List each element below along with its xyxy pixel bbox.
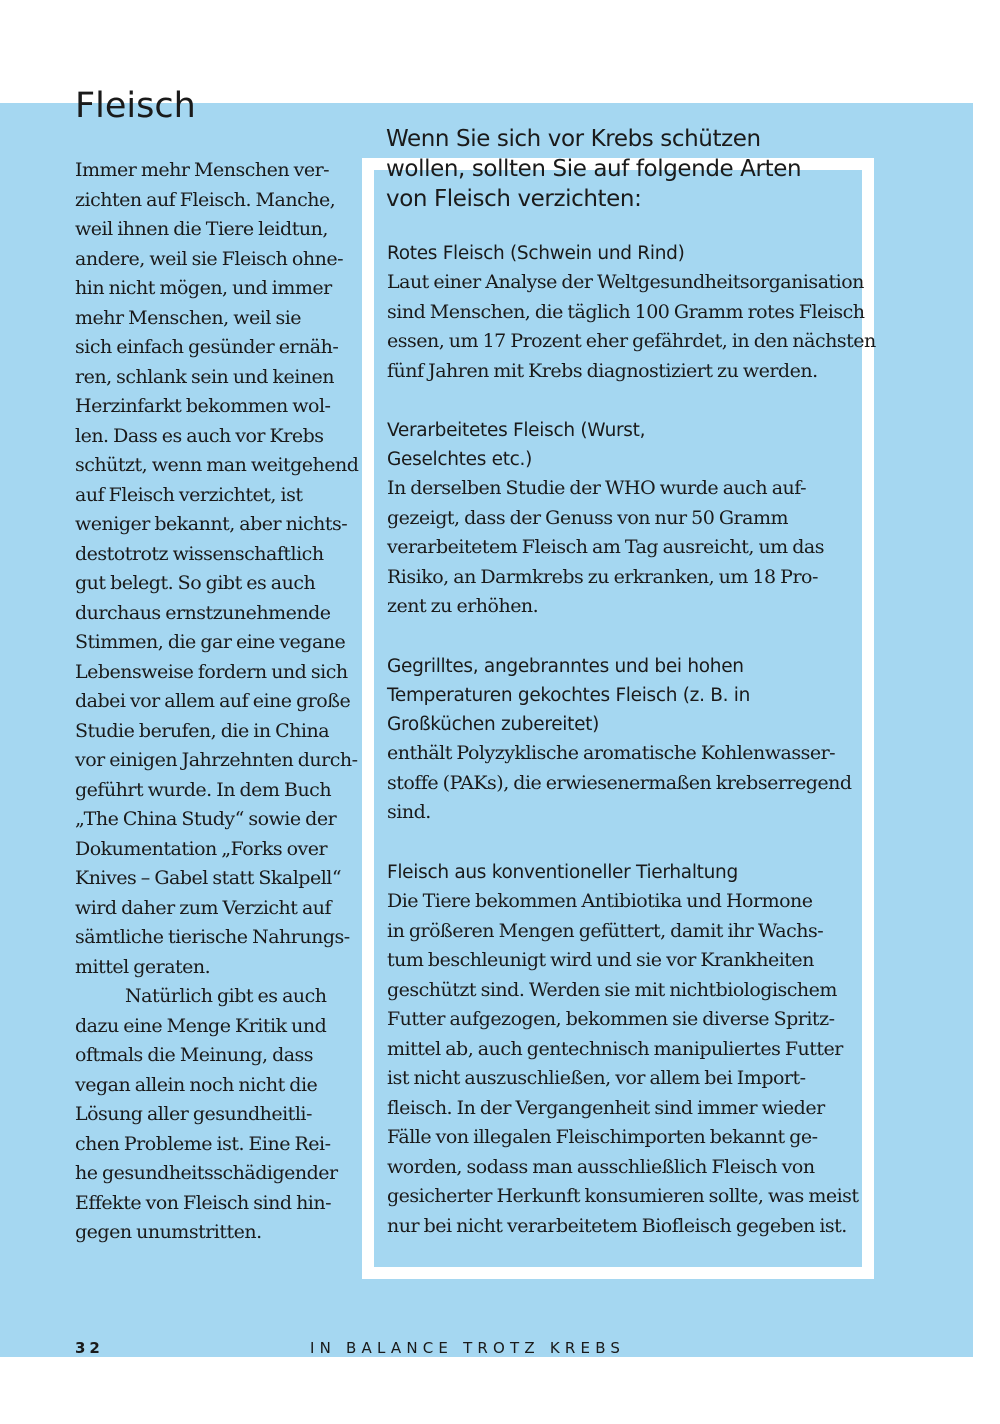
info-box-intro xyxy=(386,124,846,214)
text-line: schützt, wenn man weitgehend xyxy=(75,454,359,476)
text-line: sich einfach gesünder ernäh- xyxy=(75,336,339,358)
title-line: Geselchtes etc.) xyxy=(387,449,533,470)
title-line: Gegrilltes, angebranntes und bei hohen xyxy=(387,656,744,677)
body-line: gesicherter Herkunft konsumieren sollte, was meist xyxy=(387,1185,859,1207)
section-body xyxy=(387,887,857,1241)
intro-line: wollen, sollten Sie auf folgende Arten xyxy=(386,156,802,182)
text-line: geführt wurde. In dem Buch xyxy=(75,778,332,801)
section-body xyxy=(387,739,857,828)
text-line: dabei vor allem auf eine große xyxy=(75,690,351,712)
text-line: weil ihnen die Tiere leidtun, xyxy=(75,218,328,240)
main-text-column xyxy=(75,156,359,1248)
body-line: worden, sodass man ausschließlich Fleisch von xyxy=(387,1155,815,1178)
section-processed-meat xyxy=(387,416,857,622)
body-line: verarbeitetem Fleisch am Tag ausreicht, um das xyxy=(387,536,824,558)
page-number: 32 xyxy=(75,1339,104,1357)
text-line: Immer mehr Menschen ver- xyxy=(75,159,330,181)
section-body xyxy=(387,268,876,386)
text-line: auf Fleisch verzichtet, ist xyxy=(75,483,303,506)
running-footer-title: IN BALANCE TROTZ KREBS xyxy=(310,1339,626,1357)
body-line: Fälle von illegalen Fleischimporten bekannt ge- xyxy=(387,1126,818,1148)
body-line: mittel ab, auch gentechnisch manipuliertes Futter xyxy=(387,1037,843,1060)
text-line: destotrotz wissenschaftlich xyxy=(75,542,324,565)
intro-line: von Fleisch verzichten: xyxy=(386,186,642,212)
body-line: Risiko, an Darmkrebs zu erkranken, um 18 Pro- xyxy=(387,565,818,588)
body-line: sind Menschen, die täglich 100 Gramm rotes Fleisch xyxy=(387,300,865,323)
text-line: Lebensweise fordern und sich xyxy=(75,660,348,683)
section-conventional-farming xyxy=(387,858,857,1241)
page-heading: Fleisch xyxy=(75,86,196,126)
body-line: Futter aufgezogen, bekommen sie diverse Spritz- xyxy=(387,1008,835,1030)
title-line: Verarbeitetes Fleisch (Wurst, xyxy=(387,420,646,441)
body-line: essen, um 17 Prozent eher gefährdet, in den nächsten xyxy=(387,330,876,352)
body-line: ist nicht auszuschließen, vor allem bei Import- xyxy=(387,1067,806,1089)
body-line: Die Tiere bekommen Antibiotika und Hormone xyxy=(387,890,813,912)
text-line: weniger bekannt, aber nichts- xyxy=(75,513,348,535)
body-line: In derselben Studie der WHO wurde auch auf- xyxy=(387,477,807,499)
section-body xyxy=(387,474,857,622)
text-line: len. Dass es auch vor Krebs xyxy=(75,424,324,447)
text-line: zichten auf Fleisch. Manche, xyxy=(75,188,336,211)
text-line: wird daher zum Verzicht auf xyxy=(75,896,332,919)
text-line: durchaus ernstzunehmende xyxy=(75,601,331,624)
text-line: vor einigen Jahrzehnten durch- xyxy=(75,749,358,771)
body-line: zent zu erhöhen. xyxy=(387,595,539,617)
body-line: fleisch. In der Vergangenheit sind immer wieder xyxy=(387,1096,825,1119)
text-line: Natürlich gibt es auch xyxy=(125,985,327,1007)
section-title xyxy=(387,416,857,474)
text-line: Stimmen, die gar eine vegane xyxy=(75,631,346,653)
text-line: mittel geraten. xyxy=(75,955,211,978)
text-line: ren, schlank sein und keinen xyxy=(75,365,335,388)
title-line: Fleisch aus konventioneller Tierhaltung xyxy=(387,862,738,883)
text-line: dazu eine Menge Kritik und xyxy=(75,1014,327,1037)
body-line: fünf Jahren mit Krebs diagnostiziert zu werden. xyxy=(387,359,818,382)
intro-line: Wenn Sie sich vor Krebs schützen xyxy=(386,126,761,152)
text-line: Lösung aller gesundheitli- xyxy=(75,1103,312,1125)
text-line: „The China Study“ sowie der xyxy=(75,808,337,830)
text-line: Studie berufen, die in China xyxy=(75,719,330,742)
body-line: nur bei nicht verarbeitetem Biofleisch gegeben ist. xyxy=(387,1214,847,1237)
section-title xyxy=(387,652,857,739)
text-line: Herzinfarkt bekommen wol- xyxy=(75,395,331,417)
body-line: tum beschleunigt wird und sie vor Krankheiten xyxy=(387,949,814,971)
section-title xyxy=(387,858,857,887)
text-line: gut belegt. So gibt es auch xyxy=(75,572,316,594)
text-line: he gesundheitsschädigender xyxy=(75,1162,338,1184)
text-line: Knives – Gabel statt Skalpell“ xyxy=(75,867,342,889)
section-red-meat xyxy=(387,239,876,386)
title-line: Großküchen zubereitet) xyxy=(387,714,600,735)
body-line: stoffe (PAKs), die erwiesenermaßen krebserregend xyxy=(387,771,852,794)
text-line: mehr Menschen, weil sie xyxy=(75,306,302,329)
text-line: sämtliche tierische Nahrungs- xyxy=(75,926,350,948)
body-line: geschützt sind. Werden sie mit nichtbiologischem xyxy=(387,978,837,1001)
text-line: vegan allein noch nicht die xyxy=(75,1073,318,1096)
text-line: Dokumentation „Forks over xyxy=(75,837,328,860)
text-line: gegen unumstritten. xyxy=(75,1221,262,1243)
body-line: enthält Polyzyklische aromatische Kohlenwasser- xyxy=(387,742,836,764)
text-line: hin nicht mögen, und immer xyxy=(75,277,332,299)
text-line: oftmals die Meinung, dass xyxy=(75,1044,314,1066)
section-grilled-meat xyxy=(387,652,857,828)
text-line: chen Probleme ist. Eine Rei- xyxy=(75,1132,331,1155)
section-title xyxy=(387,239,857,268)
body-line: sind. xyxy=(387,801,431,823)
title-line: Temperaturen gekochtes Fleisch (z. B. in xyxy=(387,685,751,706)
title-line: Rotes Fleisch (Schwein und Rind) xyxy=(387,243,685,264)
body-line: gezeigt, dass der Genuss von nur 50 Gramm xyxy=(387,506,788,529)
body-line: in größeren Mengen gefüttert, damit ihr Wachs- xyxy=(387,919,824,942)
text-line: Effekte von Fleisch sind hin- xyxy=(75,1191,332,1214)
body-line: Laut einer Analyse der Weltgesundheitsorganisation xyxy=(387,271,864,293)
text-line: andere, weil sie Fleisch ohne- xyxy=(75,247,344,270)
